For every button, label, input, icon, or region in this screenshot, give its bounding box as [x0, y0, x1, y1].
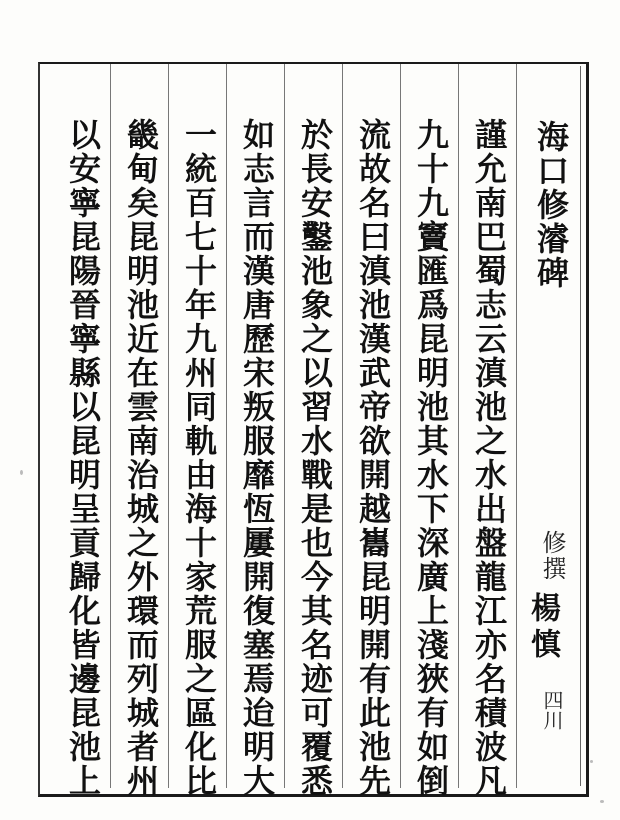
column-divider: [458, 64, 459, 788]
text-column-5: 如志言而漢唐歷宋叛服靡恆屢開復塞焉迨明大: [238, 118, 276, 798]
column-divider: [284, 64, 285, 788]
paper-speck: [600, 800, 604, 803]
column-divider: [226, 64, 227, 788]
author-role: 修撰: [538, 530, 566, 582]
text-column-6: 一統百七十年九州同軌由海十家荒服之區化比: [180, 118, 218, 798]
text-column-3: 流故名曰滇池漢武帝欲開越巂昆明開有此池先: [354, 118, 392, 798]
paper-speck: [20, 470, 23, 475]
author-name: 楊慎: [525, 592, 560, 664]
column-divider: [400, 64, 401, 788]
document-title: 海口修濬碑: [532, 120, 570, 290]
author-origin: 四川: [540, 690, 564, 730]
column-divider: [110, 64, 111, 788]
paper-speck: [590, 760, 593, 763]
column-divider: [342, 64, 343, 788]
text-column-8: 以安寧昆陽晉寧縣以昆明呈貢歸化皆邊昆池上: [64, 118, 102, 798]
text-column-7: 畿甸矣昆明池近在雲南治城之外環而列城者州: [122, 118, 160, 798]
text-column-2: 九十九竇匯爲昆明池其水下深廣上淺狹有如倒: [412, 118, 450, 798]
text-column-1: 謹允南巴蜀志云滇池之水出盤龍江亦名積波凡: [470, 118, 508, 798]
column-divider: [516, 64, 517, 788]
column-divider: [168, 64, 169, 788]
text-column-4: 於長安鑿池象之以習水戰是也今其名迹可覆悉: [296, 118, 334, 798]
